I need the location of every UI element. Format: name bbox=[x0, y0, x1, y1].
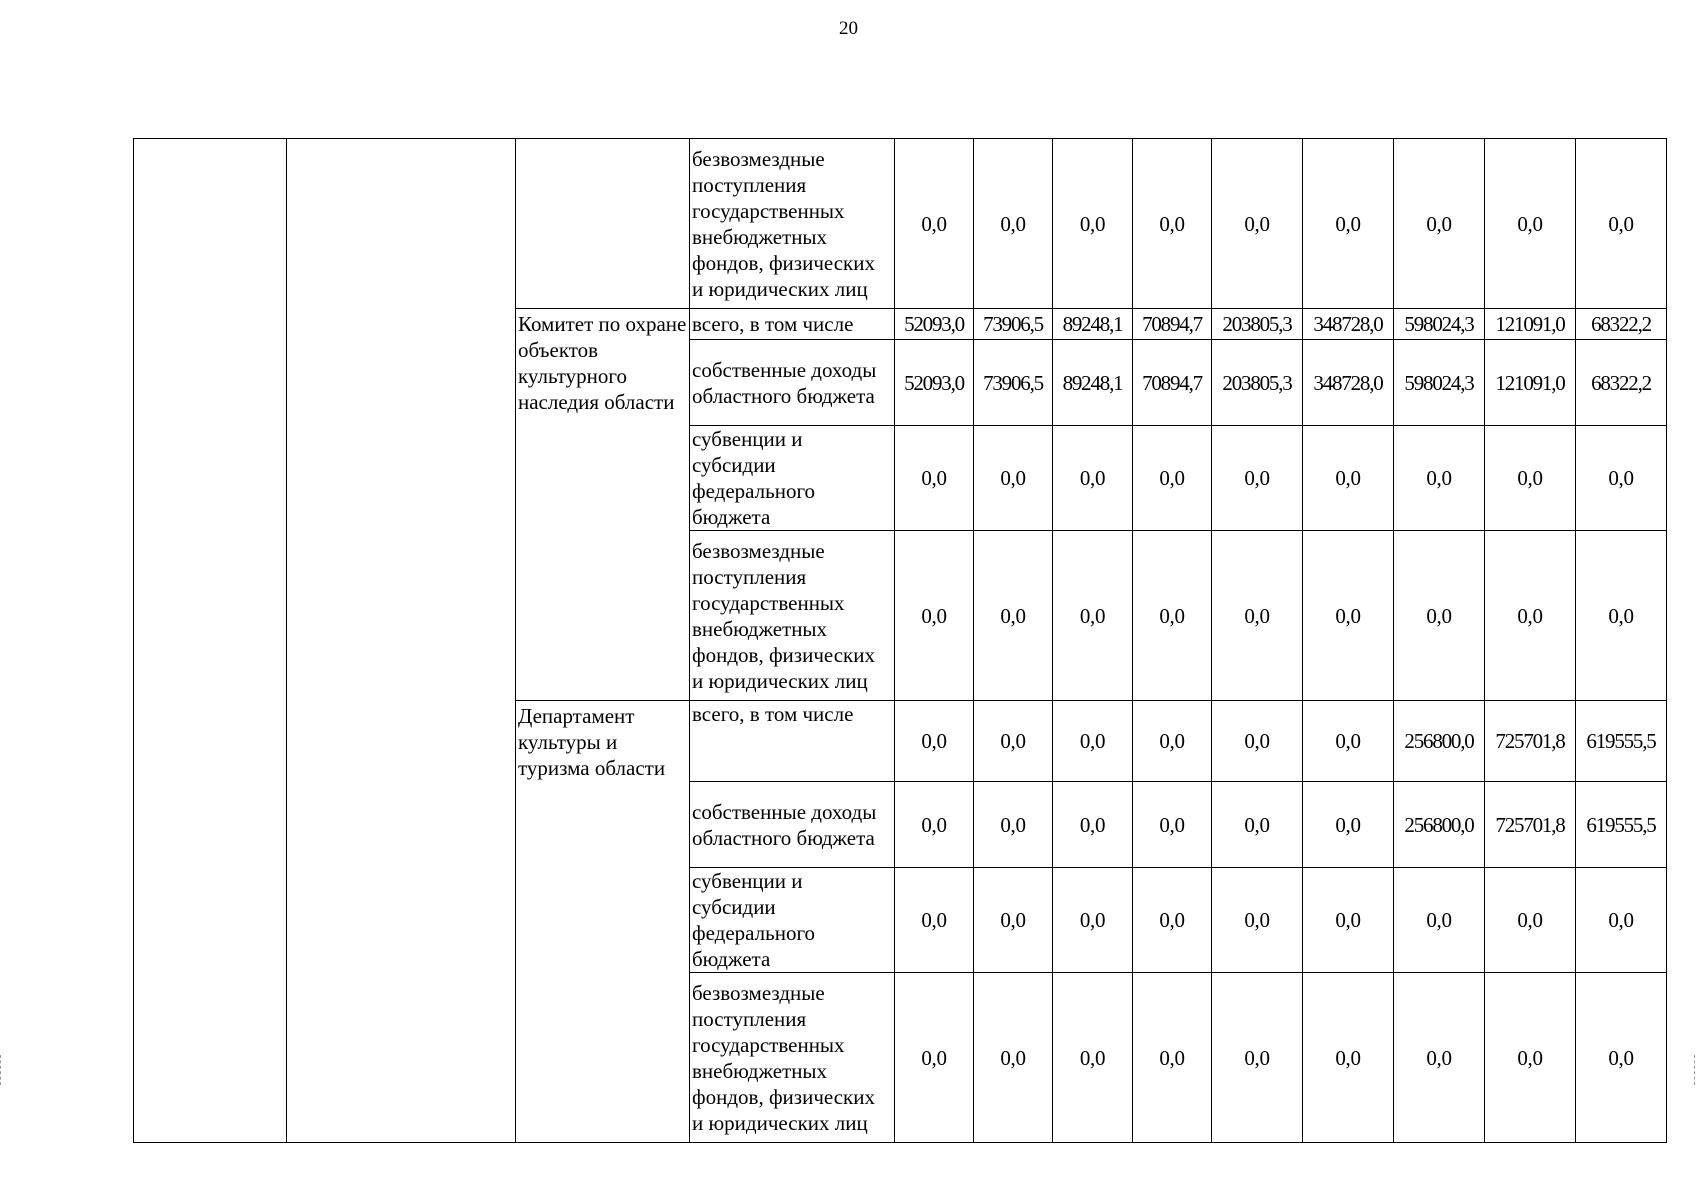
row-number-cell bbox=[134, 139, 287, 1143]
value-cell: 73906,5 bbox=[974, 340, 1053, 426]
budget-table bbox=[133, 138, 1667, 1143]
value-cell: 0,0 bbox=[1133, 426, 1212, 531]
value-cell: 0,0 bbox=[974, 973, 1053, 1143]
org-cell bbox=[516, 139, 690, 309]
value-cell: 256800,0 bbox=[1394, 701, 1485, 782]
value-cell: 598024,3 bbox=[1394, 340, 1485, 426]
value-cell: 0,0 bbox=[895, 531, 974, 701]
scan-edge-mark bbox=[0, 1055, 3, 1085]
value-cell: 0,0 bbox=[1576, 139, 1667, 309]
value-cell: 0,0 bbox=[974, 139, 1053, 309]
value-cell: 0,0 bbox=[1212, 868, 1303, 973]
value-cell: 0,0 bbox=[1394, 868, 1485, 973]
value-cell: 0,0 bbox=[1576, 426, 1667, 531]
funding-source-cell: безвозмездные поступления государственных внебюджетных фондов, физических и юридических лиц bbox=[690, 973, 895, 1143]
value-cell: 0,0 bbox=[1394, 426, 1485, 531]
funding-source-cell: безвозмездные поступления государственных внебюджетных фондов, физических и юридических лиц bbox=[690, 531, 895, 701]
value-cell: 0,0 bbox=[974, 782, 1053, 868]
value-cell: 348728,0 bbox=[1303, 340, 1394, 426]
value-cell: 619555,5 bbox=[1576, 701, 1667, 782]
value-cell: 0,0 bbox=[1485, 426, 1576, 531]
funding-source-cell: всего, в том числе bbox=[690, 701, 895, 782]
value-cell: 0,0 bbox=[895, 426, 974, 531]
value-cell: 0,0 bbox=[895, 701, 974, 782]
value-cell: 52093,0 bbox=[895, 309, 974, 340]
value-cell: 0,0 bbox=[1394, 531, 1485, 701]
value-cell: 0,0 bbox=[895, 868, 974, 973]
value-cell: 0,0 bbox=[1394, 973, 1485, 1143]
value-cell: 0,0 bbox=[974, 426, 1053, 531]
value-cell: 52093,0 bbox=[895, 340, 974, 426]
program-name-cell bbox=[287, 139, 516, 1143]
value-cell: 89248,1 bbox=[1053, 309, 1133, 340]
value-cell: 0,0 bbox=[1053, 531, 1133, 701]
value-cell: 0,0 bbox=[1576, 531, 1667, 701]
value-cell: 0,0 bbox=[895, 782, 974, 868]
value-cell: 89248,1 bbox=[1053, 340, 1133, 426]
value-cell: 0,0 bbox=[1133, 973, 1212, 1143]
funding-source-cell: всего, в том числе bbox=[690, 309, 895, 340]
funding-source-cell: безвозмездные поступления государственных внебюджетных фондов, физических и юридических лиц bbox=[690, 139, 895, 309]
value-cell: 0,0 bbox=[1394, 139, 1485, 309]
value-cell: 0,0 bbox=[1212, 426, 1303, 531]
value-cell: 0,0 bbox=[1212, 782, 1303, 868]
value-cell: 0,0 bbox=[1053, 973, 1133, 1143]
funding-source-cell: субвенции и субсидии федерального бюджета bbox=[690, 868, 895, 973]
value-cell: 0,0 bbox=[1303, 868, 1394, 973]
value-cell: 725701,8 bbox=[1485, 701, 1576, 782]
value-cell: 0,0 bbox=[1053, 782, 1133, 868]
value-cell: 203805,3 bbox=[1212, 309, 1303, 340]
value-cell: 0,0 bbox=[1133, 531, 1212, 701]
value-cell: 68322,2 bbox=[1576, 309, 1667, 340]
value-cell: 0,0 bbox=[1212, 701, 1303, 782]
value-cell: 0,0 bbox=[1212, 973, 1303, 1143]
value-cell: 70894,7 bbox=[1133, 309, 1212, 340]
value-cell: 0,0 bbox=[1133, 782, 1212, 868]
value-cell: 0,0 bbox=[1133, 139, 1212, 309]
value-cell: 0,0 bbox=[895, 139, 974, 309]
value-cell: 0,0 bbox=[1303, 531, 1394, 701]
value-cell: 0,0 bbox=[1303, 701, 1394, 782]
value-cell: 0,0 bbox=[1053, 701, 1133, 782]
value-cell: 0,0 bbox=[1212, 531, 1303, 701]
page-number: 20 bbox=[839, 18, 858, 39]
value-cell: 0,0 bbox=[974, 701, 1053, 782]
value-cell: 70894,7 bbox=[1133, 340, 1212, 426]
value-cell: 73906,5 bbox=[974, 309, 1053, 340]
value-cell: 619555,5 bbox=[1576, 782, 1667, 868]
value-cell: 0,0 bbox=[1576, 973, 1667, 1143]
table-row bbox=[134, 139, 1667, 309]
value-cell: 0,0 bbox=[1053, 868, 1133, 973]
value-cell: 68322,2 bbox=[1576, 340, 1667, 426]
value-cell: 0,0 bbox=[1053, 139, 1133, 309]
value-cell: 0,0 bbox=[1133, 868, 1212, 973]
value-cell: 0,0 bbox=[1485, 139, 1576, 309]
value-cell: 121091,0 bbox=[1485, 340, 1576, 426]
value-cell: 256800,0 bbox=[1394, 782, 1485, 868]
value-cell: 0,0 bbox=[895, 973, 974, 1143]
funding-source-cell: собственные доходы областного бюджета bbox=[690, 782, 895, 868]
org-cell: Департамент культуры и туризма области bbox=[516, 701, 690, 1143]
value-cell: 0,0 bbox=[1303, 139, 1394, 309]
value-cell: 0,0 bbox=[1133, 701, 1212, 782]
value-cell: 0,0 bbox=[1303, 782, 1394, 868]
value-cell: 598024,3 bbox=[1394, 309, 1485, 340]
value-cell: 0,0 bbox=[1053, 426, 1133, 531]
value-cell: 0,0 bbox=[1212, 139, 1303, 309]
value-cell: 0,0 bbox=[974, 531, 1053, 701]
value-cell: 0,0 bbox=[1576, 868, 1667, 973]
value-cell: 0,0 bbox=[1485, 868, 1576, 973]
funding-source-cell: собственные доходы областного бюджета bbox=[690, 340, 895, 426]
org-cell: Комитет по охране объектов культурного наследия области bbox=[516, 309, 690, 701]
value-cell: 725701,8 bbox=[1485, 782, 1576, 868]
value-cell: 203805,3 bbox=[1212, 340, 1303, 426]
value-cell: 0,0 bbox=[1303, 426, 1394, 531]
value-cell: 121091,0 bbox=[1485, 309, 1576, 340]
value-cell: 0,0 bbox=[1485, 531, 1576, 701]
value-cell: 348728,0 bbox=[1303, 309, 1394, 340]
funding-source-cell: субвенции и субсидии федерального бюджета bbox=[690, 426, 895, 531]
value-cell: 0,0 bbox=[1485, 973, 1576, 1143]
value-cell: 0,0 bbox=[974, 868, 1053, 973]
value-cell: 0,0 bbox=[1303, 973, 1394, 1143]
